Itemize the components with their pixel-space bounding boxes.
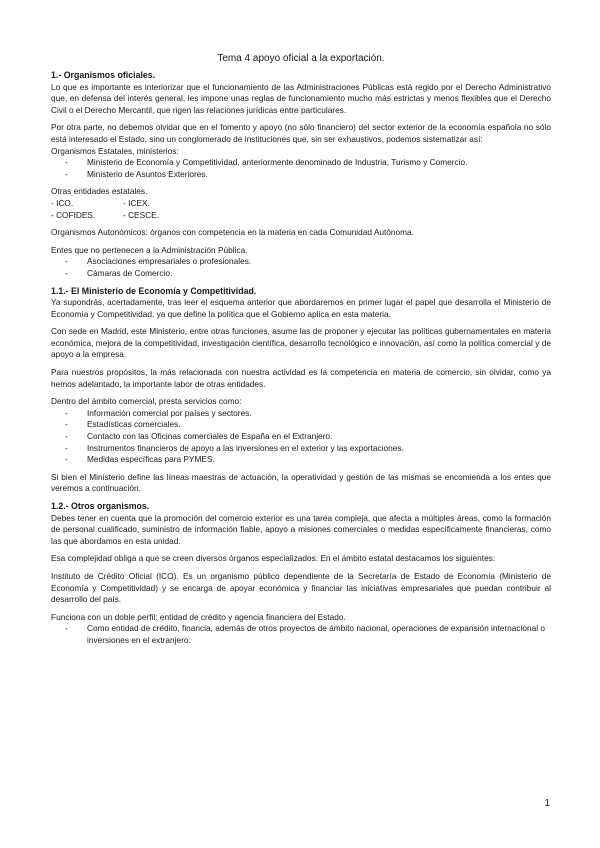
entity-item: - COFIDES. [51, 209, 96, 220]
entity-item: - CESCE. [123, 209, 159, 220]
list-item: - Como entidad de crédito, financia, además de otros proyectos de ámbito nacional, operaciones de expansión internacional o inversiones en el extranjero. [65, 623, 545, 645]
list-item: - Cámaras de Comercio. [65, 267, 173, 278]
list-label: Organismos Estatales, ministerios: [51, 145, 179, 156]
list-item: - Medidas específicas para PYMES. [65, 454, 215, 465]
section-heading: 1.1.- El Ministerio de Economía y Competitividad. [51, 285, 257, 296]
list-label: Dentro del ámbito comercial, presta servicios como: [51, 396, 242, 407]
paragraph: Lo que es importante es interiorizar que el funcionamiento de las Administraciones Públicas está regido por el Derecho Administrativo que, en defensa del interés general, les impone unas reglas de funcionamiento mucho más estrictas y menos flexibles que el Derecho Civil o el Derecho Mercantil, que rigen las relaciones jurídicas entre particulares. [51, 81, 551, 115]
paragraph: Ya supondrás, acertadamente, tras leer el esquema anterior que abordaremos en primer lugar el papel que desarrolla el Ministerio de Economía y Competitividad, ya que define la política que el Gobierno aplica en esta materia. [51, 297, 551, 319]
paragraph: Instituto de Crédito Oficial (ICO). Es un organismo público dependiente de la Secretaría de Estado de Economía (Ministerio de Economía y Competitividad) y se encarga de apoyar económica y financiar las iniciativas empresariales que puedan contribuir al desarrollo del país. [51, 570, 551, 605]
paragraph: Con sede en Madrid, este Ministerio, entre otras funciones, asume las de proponer y ejecutar las políticas gubernamentales en materia económica, mejora de la competitividad, investigación científica, desarrollo tecnológico e innovación, así como la política comercial y de apoyo a la empresa. [51, 326, 551, 360]
dash-bullet: - [65, 442, 68, 453]
list-item: - Estadísticas comerciales. [65, 419, 181, 430]
list-item: - Información comercial por países y sectores. [65, 407, 252, 418]
otras-entidades-grid [51, 198, 551, 221]
paragraph: Funciona con un doble perfil: entidad de crédito y agencia financiera del Estado. [51, 611, 346, 622]
paragraph: Por otra parte, no debemos olvidar que en el fomento y apoyo (no sólo financiero) del sector exterior de la economía española no sólo está interesado el Estado, sino un conglomerado de instituciones que, sin ser exhaustivos, podemos sistematizar así: [51, 122, 551, 144]
dash-bullet: - [65, 256, 68, 267]
section-heading: 1.2.- Otros organismos. [51, 501, 150, 511]
servicios-list [51, 408, 551, 466]
list-item: - Asociaciones empresariales o profesionales. [65, 256, 252, 267]
list-item: - Contacto con las Oficinas comerciales de España en el Extranjero. [65, 431, 333, 442]
dash-bullet: - [65, 623, 68, 634]
document-title: Tema 4 apoyo oficial a la exportación. [217, 53, 385, 64]
perfil-list [51, 623, 551, 646]
list-label: Entes que no pertenecen a la Administración Pública. [51, 244, 248, 255]
list-item: - Instrumentos financieros de apoyo a las inversiones en el exterior y las exportaciones. [65, 442, 404, 453]
document-page [51, 52, 551, 653]
list-label: Otras entidades estatales. [51, 186, 148, 197]
dash-bullet: - [65, 168, 68, 179]
dash-bullet: - [65, 157, 68, 168]
paragraph: Debes tener en cuenta que la promoción del comercio exterior es una tarea compleja, que afecta a múltiples áreas, como la formación de personal cualificado, suministro de información fiable, apoyo a misiones comerciales o medidas específicamente financieras, como las que abordamos en esta unidad. [51, 512, 551, 546]
list-item: - Ministerio de Asuntos Exteriores. [65, 168, 208, 179]
paragraph: Para nuestros propósitos, la más relacionada con nuestra actividad es la competencia en materia de comercio, sin olvidar, como ya hemos adelantado, la importante labor de otras entidades. [51, 367, 551, 389]
dash-bullet: - [65, 454, 68, 465]
section-heading: 1.- Organismos oficiales. [51, 70, 156, 80]
dash-bullet: - [65, 419, 68, 430]
page-number: 1 [544, 798, 550, 809]
list-item: - Ministerio de Economía y Competitividad, anteriormente denominado de Industria, Turismo y Comercio. [65, 157, 468, 168]
entity-item: - ICEX. [123, 197, 150, 208]
paragraph: Si bien el Ministerio define las líneas maestras de actuación, la operatividad y gestión de las mismas se encomienda a los entes que veremos a continuación. [51, 471, 551, 494]
entity-item: - ICO. [51, 197, 74, 208]
ministerios-list [51, 157, 551, 180]
dash-bullet: - [65, 431, 68, 442]
dash-bullet: - [65, 407, 68, 418]
paragraph: Organismos Autonómicos: órganos con competencia en la materia en cada Comunidad Autónoma. [51, 227, 414, 238]
dash-bullet: - [65, 267, 68, 278]
paragraph: Esa complejidad obliga a que se creen diversos órganos especializados. En el ámbito estatal destacamos los siguientes: [51, 553, 496, 564]
no-admin-list [51, 256, 551, 279]
